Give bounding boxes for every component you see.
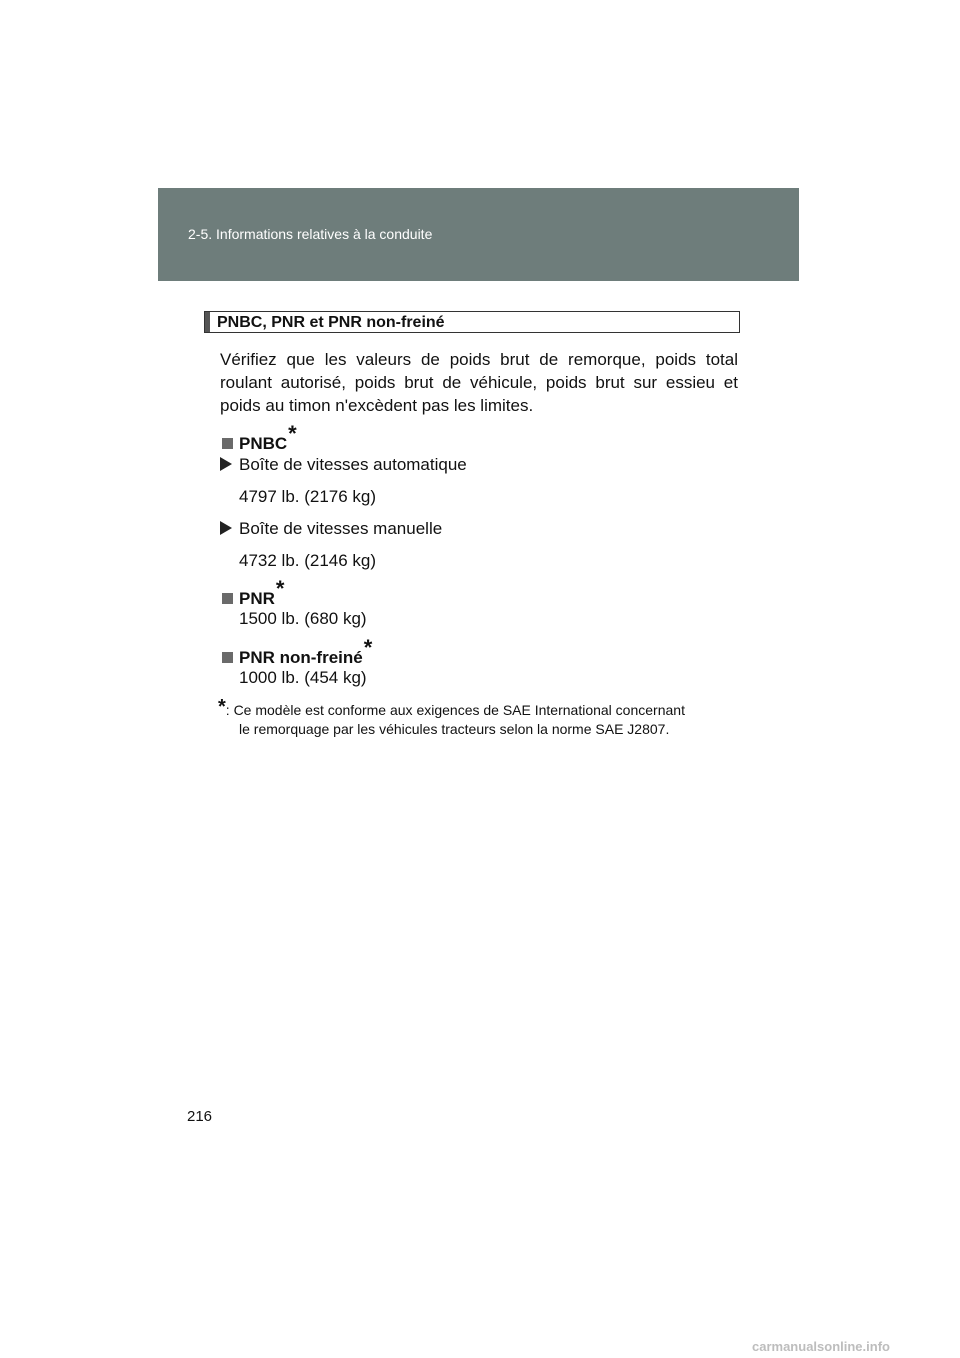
footnote-text-1: : Ce modèle est conforme aux exigences de SAE International concernant [225, 702, 685, 718]
page-number: 216 [187, 1108, 213, 1125]
triangle-bullet-icon [220, 457, 232, 471]
footnote [218, 696, 740, 739]
section-heading-bar [205, 312, 210, 332]
pnr-non-freine-label: PNR non-freiné [239, 648, 363, 667]
chapter-header [158, 188, 799, 281]
auto-transmission-value: 4797 lb. (2176 kg) [239, 487, 377, 506]
manual-transmission-item [220, 519, 442, 539]
pnr-value: 1500 lb. (680 kg) [239, 609, 367, 628]
square-bullet-icon [222, 593, 233, 604]
footnote-line-1 [218, 696, 740, 720]
square-bullet-icon [222, 652, 233, 663]
pnr-non-freine-heading [222, 635, 373, 669]
auto-transmission-item [220, 455, 467, 475]
triangle-bullet-icon [220, 521, 232, 535]
section-heading-box [204, 311, 740, 333]
footnote-asterisk: * [218, 696, 226, 718]
manual-transmission-label: Boîte de vitesses manuelle [239, 519, 443, 538]
watermark: carmanualsonline.info [752, 1339, 890, 1354]
section-title: PNBC, PNR et PNR non-freiné [217, 314, 445, 331]
square-bullet-icon [222, 438, 233, 449]
intro-paragraph: Vérifiez que les valeurs de poids brut de remorque, poids total roulant autorisé, poids brut de véhicule, poids brut sur essieu et poids au timon n'excèdent pas les limites. [220, 350, 738, 415]
asterisk-mark: * [275, 576, 285, 601]
pnr-label: PNR [239, 589, 275, 608]
footnote-line-2: le remorquage par les véhicules tracteurs selon la norme SAE J2807. [239, 721, 670, 737]
pnbc-heading [222, 421, 297, 455]
asterisk-mark: * [288, 421, 297, 446]
manual-transmission-value: 4732 lb. (2146 kg) [239, 551, 377, 570]
pnbc-label: PNBC [239, 434, 288, 453]
pnr-heading [222, 576, 285, 610]
chapter-title: 2-5. Informations relatives à la conduite [188, 226, 433, 242]
asterisk-mark: * [363, 635, 373, 660]
auto-transmission-label: Boîte de vitesses automatique [239, 455, 467, 474]
pnr-non-freine-value: 1000 lb. (454 kg) [239, 668, 367, 687]
